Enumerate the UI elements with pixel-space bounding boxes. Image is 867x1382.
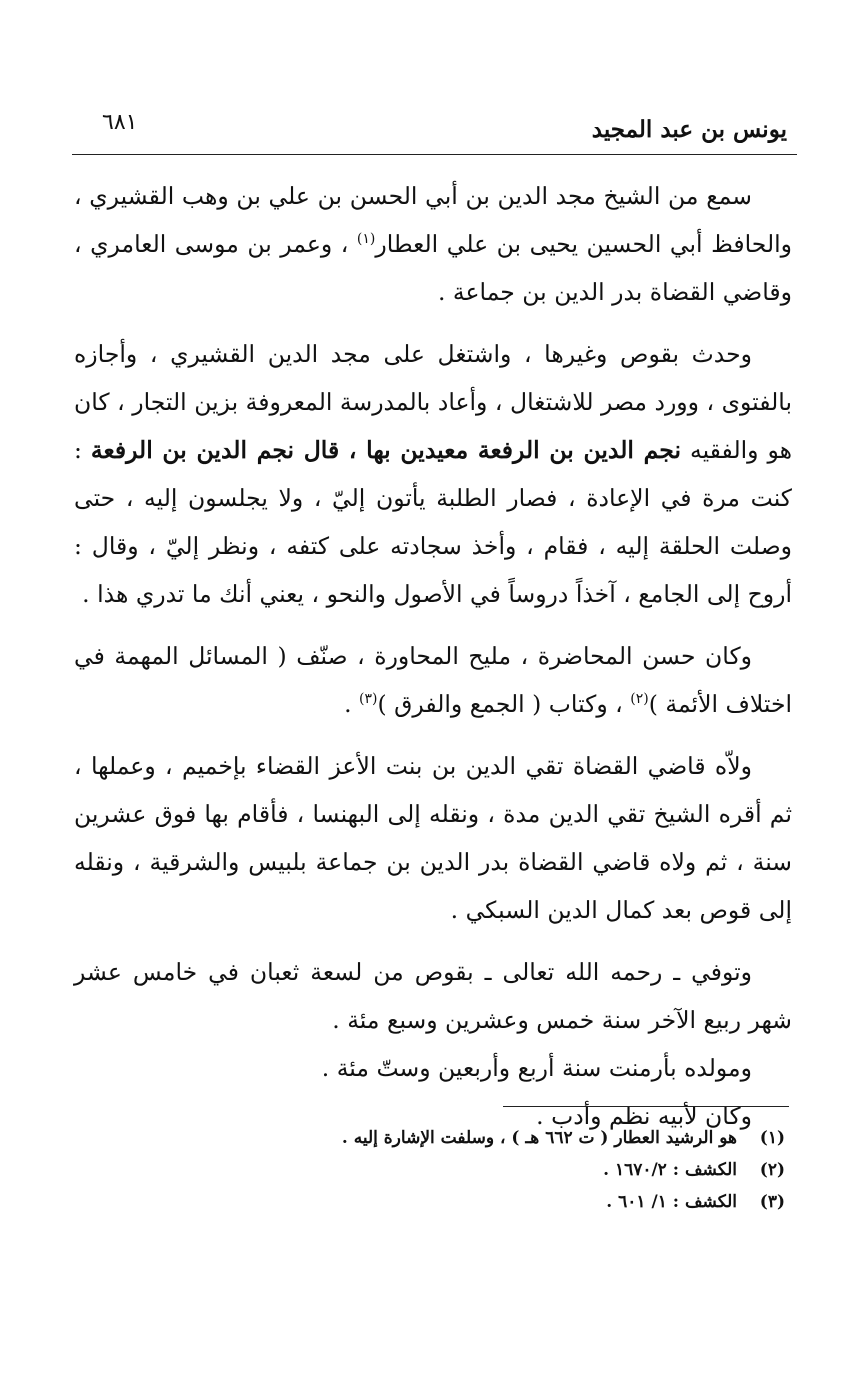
- footnote-2-number: (٢): [759, 1160, 785, 1180]
- paragraph-1: [74, 172, 792, 316]
- paragraph-2: [74, 330, 792, 618]
- running-title: يونس بن عبد المجيد: [591, 116, 787, 143]
- footnote-ref-2: (٢): [630, 691, 649, 708]
- paragraph-4: ولاّه قاضي القضاة تقي الدين بن بنت الأعز القضاء بإخميم ، وعملها ، ثم أقره الشيخ تقي الدين مدة ، ونقله إلى البهنسا ، فأقام بها فوق عشرين سنة ، ثم ولاه قاضي القضاة بدر الدين بن جماعة بلبيس والشرقية ، ونقله إلى قوص بعد كمال الدين السبكي .: [74, 752, 792, 924]
- footnote-3: [85, 1186, 785, 1218]
- footnote-3-text: الكشف : ١/ ٦٠١ .: [606, 1192, 737, 1212]
- paragraph-2-bold-text: نجم الدين بن الرفعة معيدين بها ، قال نجم الدين بن الرفعة: [90, 436, 681, 464]
- main-text: [74, 172, 792, 1140]
- paragraph-3-text-a: وكان حسن المحاضرة ، مليح المحاورة ، صنّف ( المسائل المهمة في اختلاف الأئمة ): [74, 642, 792, 718]
- footnote-2-text: الكشف : ١٦٧٠/٢ .: [603, 1160, 737, 1180]
- paragraph-2-text-b: : كنت مرة في الإعادة ، فصار الطلبة يأتون إليّ ، ولا يجلسون إليه ، حتى وصلت الحلقة إليه ، فقام ، وأخذ سجادته على كتفه ، ونظر إليّ ، وقال : أروح إلى الجامع ، آخذاً دروساً في الأصول والنحو ، يعني أنك ما تدري هذا .: [74, 436, 792, 608]
- paragraph-7: وكان لأبيه نظم وأدب .: [536, 1102, 752, 1130]
- footnote-divider: [503, 1106, 789, 1107]
- footnote-2: [85, 1154, 785, 1186]
- paragraph-3-text-b: ، وكتاب ( الجمع والفرق ): [377, 690, 631, 718]
- footnotes: [85, 1122, 785, 1218]
- paragraph-1-text-a: سمع من الشيخ مجد الدين بن أبي الحسن بن علي بن وهب القشيري ، والحافظ أبي الحسين يحيى بن علي العطار: [74, 182, 792, 258]
- footnote-1-text: هو الرشيد العطار ( ت ٦٦٢ هـ ) ، وسلفت الإشارة إليه .: [341, 1128, 737, 1148]
- page-number: ٦٨١: [102, 110, 138, 135]
- footnote-1-number: (١): [759, 1128, 785, 1148]
- page-header: [72, 108, 797, 155]
- paragraph-3-text-c: .: [344, 690, 360, 718]
- paragraph-2-text-a: وحدث بقوص وغيرها ، واشتغل على مجد الدين القشيري ، وأجازه بالفتوى ، وورد مصر للاشتغال ، وأعاد بالمدرسة المعروفة بزين التجار ، كان هو والفقيه: [74, 340, 792, 464]
- paragraph-5: وتوفي ـ رحمه الله تعالى ـ بقوص من لسعة ثعبان في خامس عشر شهر ربيع الآخر سنة خمس وعشرين وسبع مئة .: [74, 958, 792, 1034]
- footnote-ref-1: (١): [356, 231, 376, 248]
- footnote-3-number: (٣): [759, 1192, 785, 1212]
- paragraph-6: ومولده بأرمنت سنة أربع وأربعين وستّ مئة .: [321, 1054, 752, 1082]
- paragraph-3: [74, 632, 792, 728]
- footnote-ref-3: (٣): [359, 691, 378, 708]
- paragraph-1-text-b: ، وعمر بن موسى العامري ، وقاضي القضاة بدر الدين بن جماعة .: [74, 230, 792, 306]
- footnote-1: [85, 1122, 785, 1154]
